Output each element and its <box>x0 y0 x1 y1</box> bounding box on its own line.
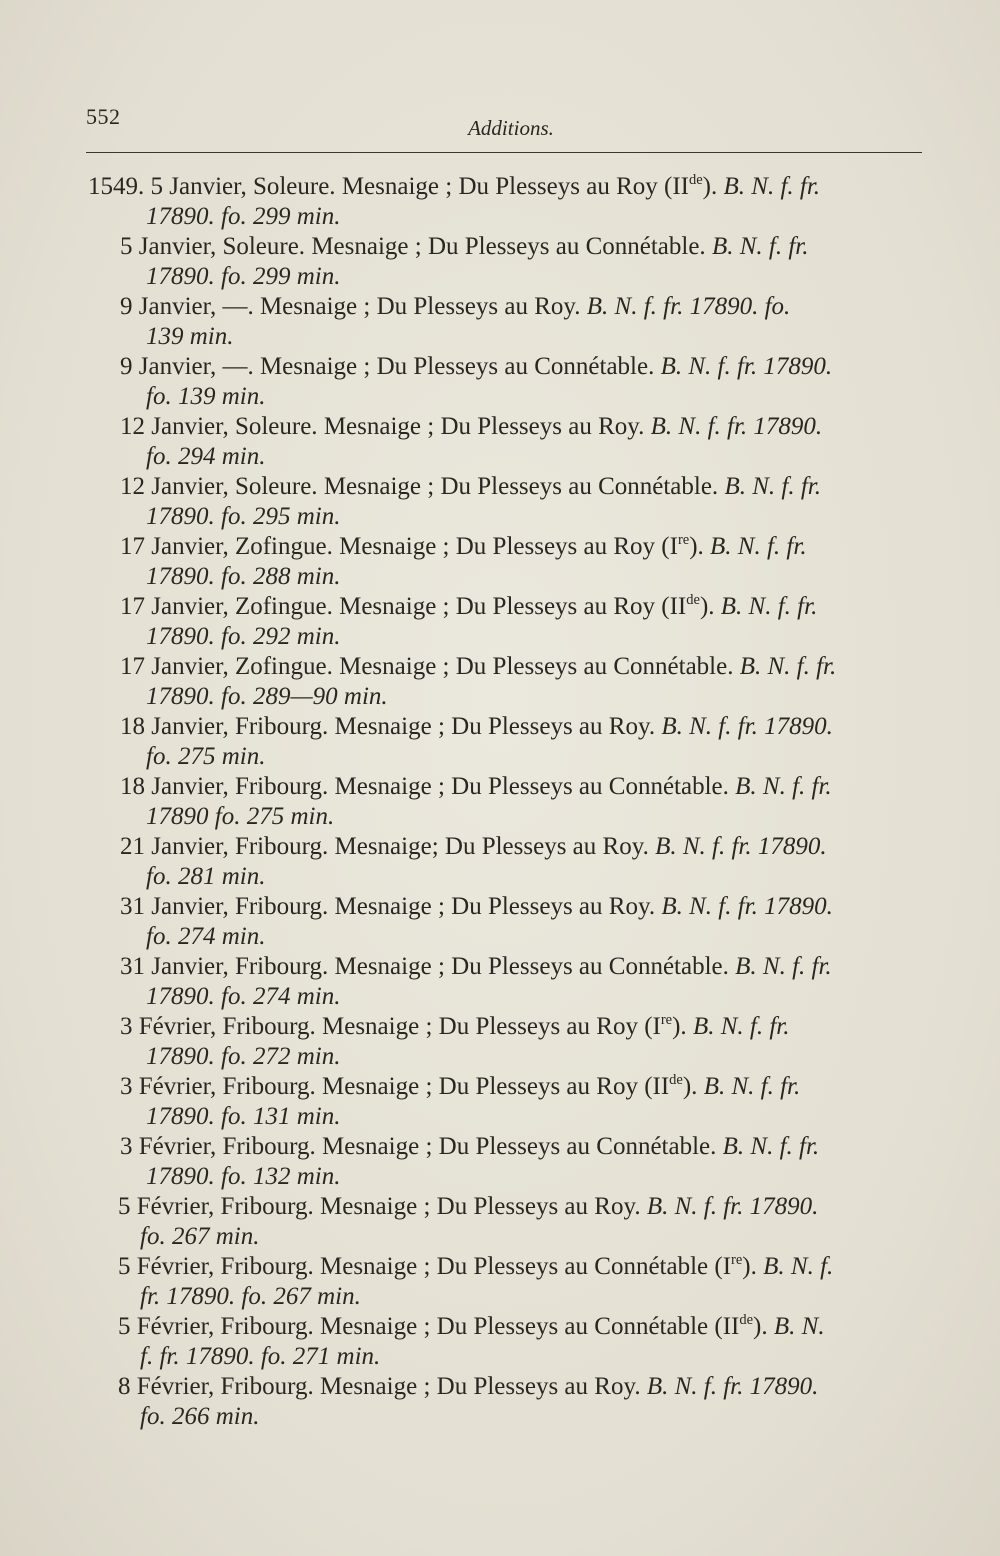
entry-text-end: ). <box>689 533 704 560</box>
entry-reference: B. N. f. fr. <box>724 473 821 500</box>
entry-date: 17 Janvier, Zofingue. <box>120 653 333 680</box>
entry-reference: B. N. f. fr. <box>722 1133 820 1160</box>
entry-reference: B. N. f. fr. 17890. fo. <box>586 293 791 320</box>
entry-reference: B. N. f. fr. <box>739 653 837 680</box>
entry <box>0 352 1000 412</box>
entry-continuation: fo. 266 min. <box>140 1403 260 1430</box>
entry-continuation: fo. 267 min. <box>140 1223 260 1250</box>
entry-reference: B. N. f. fr. <box>710 533 807 560</box>
entry-date: 8 Février, Fribourg. <box>118 1373 314 1400</box>
entry-text: Mesnaige ; Du Plesseys au Roy. <box>323 413 645 440</box>
entry-continuation: fo. 275 min. <box>146 743 266 770</box>
entry-first-line <box>88 172 820 202</box>
entry-text: Mesnaige ; Du Plesseys au Roy (II <box>341 173 689 200</box>
entry-date: 12 Janvier, Soleure. <box>120 473 318 500</box>
entry-superscript: de <box>688 171 703 188</box>
entry-continuation: fo. 294 min. <box>146 443 266 470</box>
entry-text: Mesnaige ; Du Plesseys au Connétable. <box>322 1133 717 1160</box>
entry-first-line <box>118 1312 825 1342</box>
entry-continuation: 17890 fo. 275 min. <box>146 803 335 830</box>
entry-superscript: re <box>677 531 690 548</box>
entry <box>0 832 1000 892</box>
entry-text-end: ). <box>672 1013 687 1040</box>
entry-first-line <box>120 832 827 862</box>
entry-continuation: fo. 274 min. <box>146 923 266 950</box>
entry-text: Mesnaige ; Du Plesseys au Roy (II <box>339 593 687 620</box>
entry-superscript: re <box>731 1251 743 1268</box>
entry-continuation: 139 min. <box>146 323 234 350</box>
entry <box>0 472 1000 532</box>
entry <box>0 1192 1000 1252</box>
entry-first-line <box>118 1192 818 1222</box>
entry-text-end: ). <box>699 593 715 620</box>
entry-first-line <box>120 412 822 442</box>
entry-date: 17 Janvier, Zofingue. <box>120 593 333 620</box>
entry-text: Mesnaige ; Du Plesseys au Roy. <box>334 713 656 740</box>
entry-continuation: 17890. fo. 131 min. <box>146 1103 341 1130</box>
entry-date: 18 Janvier, Fribourg. <box>120 713 329 740</box>
entry-continuation: fo. 281 min. <box>146 863 266 890</box>
entry-first-line <box>120 532 807 562</box>
entry <box>0 1072 1000 1132</box>
entry-first-line <box>118 1372 818 1402</box>
entry-reference: B. N. f. fr. <box>723 173 821 200</box>
entry-continuation: 17890. fo. 289—90 min. <box>146 683 388 710</box>
entry-text: Mesnaige ; Du Plesseys au Connétable. <box>259 353 655 380</box>
entry-first-line <box>120 232 808 262</box>
entry-text: Mesnaige ; Du Plesseys au Roy (I <box>339 533 678 560</box>
entry-reference: B. N. f. fr. 17890. <box>646 1373 819 1400</box>
entry-reference: B. N. f. <box>763 1253 834 1280</box>
entry-date: 12 Janvier, Soleure. <box>120 413 318 440</box>
entry-date: 3 Février, Fribourg. <box>120 1013 316 1040</box>
entry <box>0 1372 1000 1432</box>
entry-text: Mesnaige ; Du Plesseys au Connétable (I <box>320 1253 732 1280</box>
entry <box>0 592 1000 652</box>
entry-first-line <box>120 292 790 322</box>
entry-text: Mesnaige; Du Plesseys au Roy. <box>334 833 649 860</box>
entry-text: Mesnaige ; Du Plesseys au Connétable. <box>323 473 719 500</box>
running-head: Additions. <box>468 116 554 140</box>
entry-text: Mesnaige ; Du Plesseys au Connétable. <box>334 773 729 800</box>
entry-continuation: f. fr. 17890. fo. 271 min. <box>140 1343 381 1370</box>
entry <box>0 652 1000 712</box>
entry-date: 5 Janvier, Soleure. <box>120 233 306 260</box>
entry-continuation: fo. 139 min. <box>146 383 266 410</box>
entry <box>0 232 1000 292</box>
entry-date: 31 Janvier, Fribourg. <box>120 953 329 980</box>
entry <box>0 952 1000 1012</box>
entry-first-line <box>120 952 832 982</box>
entry-date: 18 Janvier, Fribourg. <box>120 773 329 800</box>
entry-reference: B. N. f. fr. <box>703 1073 801 1100</box>
entry-continuation: 17890. fo. 132 min. <box>146 1163 341 1190</box>
entry-superscript: re <box>660 1011 673 1028</box>
entry-text: Mesnaige ; Du Plesseys au Roy. <box>320 1193 641 1220</box>
entry-first-line <box>120 712 833 742</box>
entry <box>0 772 1000 832</box>
entry-superscript: de <box>739 1311 754 1328</box>
entry <box>0 412 1000 472</box>
entry-reference: B. N. f. fr. <box>735 773 832 800</box>
entry-text-end: ). <box>682 1073 698 1100</box>
entry-reference: B. N. <box>773 1313 825 1340</box>
entry-reference: B. N. f. fr. 17890. <box>646 1193 819 1220</box>
entry-date: 21 Janvier, Fribourg. <box>120 833 329 860</box>
entry-text: Mesnaige ; Du Plesseys au Roy (I <box>322 1013 661 1040</box>
entry-date: 5 Février, Fribourg. <box>118 1253 314 1280</box>
entry-date: 1549. 5 Janvier, Soleure. <box>88 173 336 200</box>
entry-first-line <box>118 1252 833 1282</box>
entry-first-line <box>120 1132 819 1162</box>
entry-first-line <box>120 652 836 682</box>
entry-continuation: fr. 17890. fo. 267 min. <box>140 1283 361 1310</box>
entry-date: 3 Février, Fribourg. <box>120 1073 316 1100</box>
entry-continuation: 17890. fo. 295 min. <box>146 503 341 530</box>
entry-date: 17 Janvier, Zofingue. <box>120 533 333 560</box>
entry <box>0 712 1000 772</box>
entry-continuation: 17890. fo. 299 min. <box>146 263 341 290</box>
entry-text: Mesnaige ; Du Plesseys au Connétable. <box>339 653 734 680</box>
entry <box>0 892 1000 952</box>
entry-reference: B. N. f. fr. 17890. <box>650 413 823 440</box>
entry-reference: B. N. f. fr. <box>720 593 818 620</box>
page-number: 552 <box>86 104 121 129</box>
entry-text: Mesnaige ; Du Plesseys au Connétable. <box>311 233 706 260</box>
entry-reference: B. N. f. fr. 17890. <box>661 713 833 740</box>
entry-reference: B. N. f. fr. 17890. <box>661 893 833 920</box>
entry-text-end: ). <box>742 1253 757 1280</box>
entry-text-end: ). <box>753 1313 768 1340</box>
entry-reference: B. N. f. fr. <box>735 953 832 980</box>
entry <box>0 1252 1000 1312</box>
entry-text: Mesnaige ; Du Plesseys au Connétable (II <box>320 1313 740 1340</box>
entry-continuation: 17890. fo. 292 min. <box>146 623 341 650</box>
entry-first-line <box>120 592 817 622</box>
entry-date: 3 Février, Fribourg. <box>120 1133 316 1160</box>
entry-superscript: de <box>669 1071 683 1088</box>
entry-reference: B. N. f. fr. <box>692 1013 790 1040</box>
entry-first-line <box>120 472 821 502</box>
entry-reference: B. N. f. fr. <box>711 233 809 260</box>
entry-text: Mesnaige ; Du Plesseys au Roy. <box>334 893 656 920</box>
entry-continuation: 17890. fo. 288 min. <box>146 563 341 590</box>
entry-date: 9 Janvier, —. <box>120 353 254 380</box>
entry-text: Mesnaige ; Du Plesseys au Roy. <box>320 1373 641 1400</box>
entry <box>0 1312 1000 1372</box>
entry-first-line <box>120 1012 789 1042</box>
entry-first-line <box>120 1072 800 1102</box>
entry-date: 31 Janvier, Fribourg. <box>120 893 329 920</box>
entry <box>0 292 1000 352</box>
entry-text: Mesnaige ; Du Plesseys au Roy (II <box>322 1073 670 1100</box>
entry-continuation: 17890. fo. 274 min. <box>146 983 341 1010</box>
entry-text-end: ). <box>702 173 718 200</box>
entry <box>0 172 1000 232</box>
entry-first-line <box>120 772 832 802</box>
entry-superscript: de <box>686 591 700 608</box>
entry-text: Mesnaige ; Du Plesseys au Connétable. <box>334 953 729 980</box>
entry-first-line <box>120 352 832 382</box>
entry-date: 5 Février, Fribourg. <box>118 1313 314 1340</box>
entry-reference: B. N. f. fr. 17890. <box>660 353 833 380</box>
entry-continuation: 17890. fo. 299 min. <box>146 203 341 230</box>
entry-reference: B. N. f. fr. 17890. <box>655 833 827 860</box>
entry-first-line <box>120 892 833 922</box>
entry <box>0 532 1000 592</box>
entry-date: 5 Février, Fribourg. <box>118 1193 314 1220</box>
entry-continuation: 17890. fo. 272 min. <box>146 1043 341 1070</box>
entry-date: 9 Janvier, —. <box>120 293 254 320</box>
entry <box>0 1132 1000 1192</box>
entry <box>0 1012 1000 1072</box>
entry-text: Mesnaige ; Du Plesseys au Roy. <box>259 293 581 320</box>
